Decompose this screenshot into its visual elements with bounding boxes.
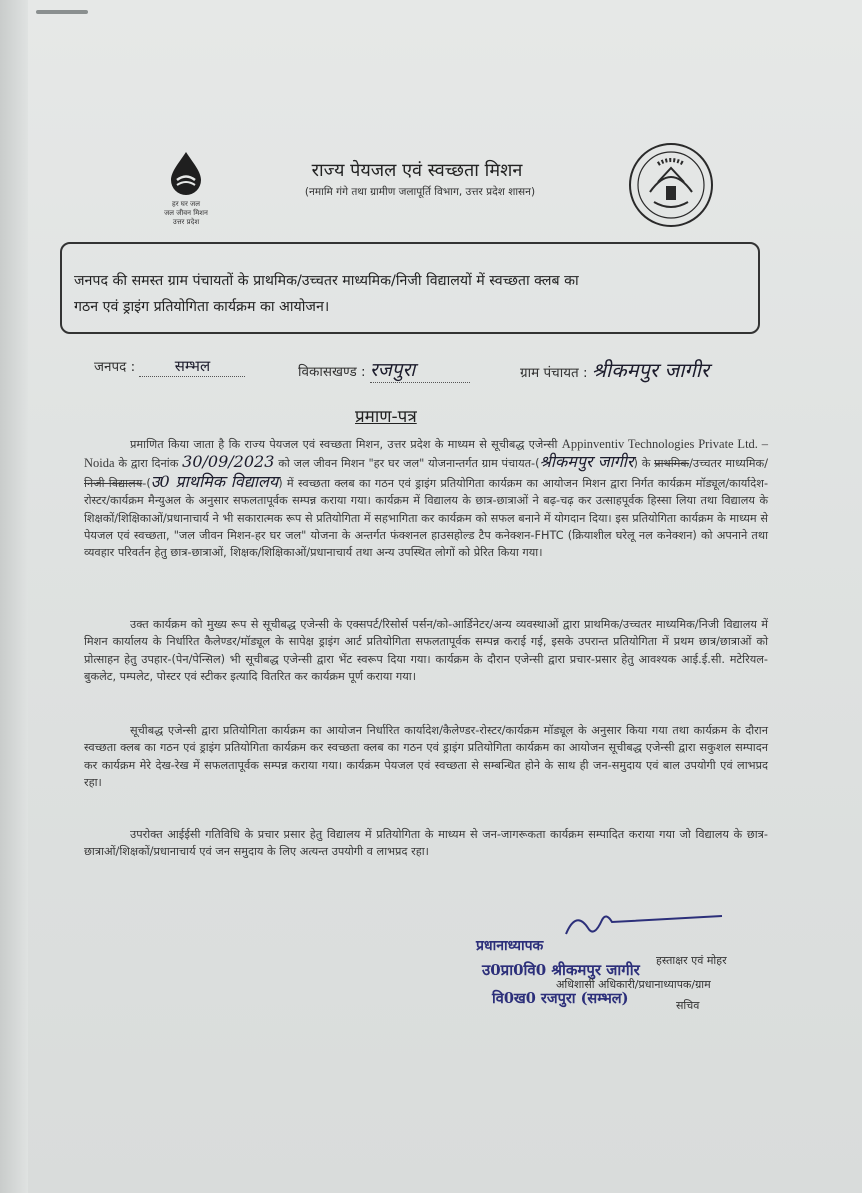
signature-caption: हस्ताक्षर एवं मोहर	[656, 954, 727, 967]
har-ghar-jal-logo	[160, 150, 212, 230]
stamp-school-name: उ0प्रा0वि0 श्रीकमपुर जागीर	[482, 961, 640, 979]
gram-panchayat-field	[520, 356, 709, 386]
organization-title: राज्य पेयजल एवं स्वच्छता मिशन	[311, 160, 523, 181]
district-field	[94, 356, 245, 386]
district-value: सम्भल	[174, 357, 211, 375]
agency-name: Appinventiv Technologies Private Ltd. – Noida	[84, 437, 768, 471]
subject-line-1: जनपद की समस्त ग्राम पंचायतों के प्राथमिक/उच्चतर माध्यमिक/निजी विद्यालयों में स्वच्छता क्लब का	[74, 273, 579, 289]
certificate-paragraph-2: उक्त कार्यक्रम को मुख्य रूप से सूचीबद्ध एजेन्सी के एक्सपर्ट/रिसोर्स पर्सन/को-आर्डिनेटर/अन्य व्यवस्थाओं द्वारा प्राथमिक/उच्चतर माध्यमिक/निजी विद्यालय में मिशन कार्यालय के निर्धारित कैलेण्डर/मॉड्यूल के सापेक्ष ड्राइंग आर्ट प्रतियोगिता सफलतापूर्वक सम्पन्न कराई गई, इसके उपरान्त प्रतियोगिता में प्रथम छात्र/छात्राओं को प्रोत्साहन हेतु उपहार-(पेन/पेन्सिल) भी सूचीबद्ध एजेन्सी द्वारा भेंट स्वरूप दिया गया। कार्यक्रम के दौरान एजेन्सी द्वारा प्रचार-प्रसार हेतु आवश्यक आई.ई.सी. मटेरियल-बुकलेट, पम्पलेट, पोस्टर एवं स्टीकर इत्यादि वितरित कर कार्यक्रम पूर्ण कराया गया।	[84, 618, 768, 684]
certificate-paragraph-3: सूचीबद्ध एजेन्सी द्वारा प्रतियोगिता कार्यक्रम का आयोजन निर्धारित कार्यादेश/कैलेण्डर-रोस्टर/कार्यक्रम मॉड्यूल के अनुसार किया गया तथा कार्यक्रम के दौरान स्वच्छता क्लब का गठन एवं ड्राइंग प्रतियोगिता कार्यक्रम कर स्वच्छता क्लब का गठन एवं ड्राइंग प्रतियोगिता कार्यक्रम का आयोजन सूचीबद्ध एजेन्सी द्वारा सकुशल सम्पादन कर कार्यक्रम मेरे देख-रेख में सफलतापूर्वक सम्पन्न कराया गया। कार्यक्रम पेयजल एवं स्वच्छता से सम्बन्धित होने के साथ ही जन-समुदाय एवं बाल उपयोगी एवं लाभप्रद रहा।	[84, 724, 768, 790]
handwritten-signature-icon	[560, 908, 730, 948]
gram-panchayat-label: ग्राम पंचायत :	[520, 365, 588, 381]
water-drop-icon	[166, 150, 206, 196]
staple-mark	[36, 10, 88, 14]
program-date: 30/09/2023	[182, 452, 275, 472]
gram-panchayat-value: श्रीकमपुर जागीर	[591, 358, 710, 382]
gram-panchayat-inline: श्रीकमपुर जागीर	[539, 452, 634, 472]
block-label: विकासखण्ड :	[298, 364, 366, 380]
subject-line-2: गठन एवं ड्राइंग प्रतियोगिता कार्यक्रम का आयोजन।	[74, 299, 330, 315]
certificate-paragraph-1: प्रमाणित किया जाता है कि राज्य पेयजल एवं स्वच्छता मिशन, उत्तर प्रदेश के माध्यम से सूचीबद्ध एजेन्सी Appinventiv Technologies Private Ltd. – Noida के द्वारा दिनांक 30/09/2023 को जल जीवन मिशन "हर घर जल" योजनान्तर्गत ग्राम पंचायत-(श्रीकमपुर जागीर) के प्राथमिक/उच्चतर माध्यमिक/निजी विद्यालय-(उ0 प्राथमिक विद्यालय) में स्वच्छता क्लब का गठन एवं ड्राइंग प्रतियोगिता कार्यक्रम का आयोजन मिशन द्वारा निर्गत कार्यक्रम मॉड्यूल/कार्यादेश-रोस्टर/कार्यक्रम मैन्युअल के अनुसार सफलतापूर्वक सम्पन्न कराया गया। कार्यक्रम में विद्यालय के छात्र-छात्राओं ने बढ़-चढ़ कर उत्साहपूर्वक हिस्सा लिया तथा विद्यालय के शिक्षकों/शिक्षिकाओं/प्रधानाचार्य ने भी सकारात्मक रूप से प्रतियोगिता में सहभागिता कर कार्यक्रम को सफल बनाने में योगदान दिया। इस प्रतियोगिता कार्यक्रम के माध्यम से पेयजल एवं स्वच्छता, "जल जीवन मिशन-हर घर जल" योजना के अन्तर्गत फंक्शनल हाउसहोल्ड टैप कनेक्शन-FHTC (क्रियाशील घरेलू नल कनेक्शन) को अपनाने तथा व्यवहार परिवर्तन हेतु छात्र-छात्राओं, शिक्षक/शिक्षिकाओं/प्रधानाचार्य तथा अन्य उपस्थित लोगों को प्रेरित किया गया।	[84, 437, 769, 560]
district-label: जनपद :	[94, 359, 136, 375]
organization-subtitle: (नमामि गंगे तथा ग्रामीण जलापूर्ति विभाग, उत्तर प्रदेश शासन)	[304, 186, 536, 198]
up-government-seal-icon	[628, 142, 714, 228]
sachiv-label: सचिव	[676, 999, 700, 1012]
struck-option-primary: प्राथमिक	[654, 457, 690, 471]
stamp-designation: प्रधानाध्यापक	[476, 938, 544, 954]
block-field	[298, 356, 470, 386]
logo-caption: हर घर जल जल जीवन मिशन उत्तर प्रदेश	[164, 200, 208, 226]
signatory-role: अधिशासी अधिकारी/प्रधानाध्यापक/ग्राम	[556, 978, 711, 991]
struck-option-private: निजी विद्यालय	[84, 476, 143, 490]
subject-box	[60, 242, 760, 334]
school-name: उ0 प्राथमिक विद्यालय	[150, 471, 279, 491]
certificate-title: प्रमाण-पत्र	[355, 407, 417, 427]
block-value: रजपुरा	[369, 359, 416, 381]
stamp-block-name: वि0ख0 रजपुरा (सम्भल)	[492, 990, 629, 1007]
certificate-paragraph-4: उपरोक्त आईईसी गतिविधि के प्रचार प्रसार हेतु विद्यालय में प्रतियोगिता के माध्यम से जन-जागरूकता कार्यक्रम सम्पादित कराया गया जो विद्यालय के छात्र-छात्राओं/शिक्षकों/प्रधानाचार्य एवं जन समुदाय के लिए अत्यन्त उपयोगी व लाभप्रद रहा।	[84, 828, 768, 859]
page-edge-shadow	[0, 0, 28, 1193]
